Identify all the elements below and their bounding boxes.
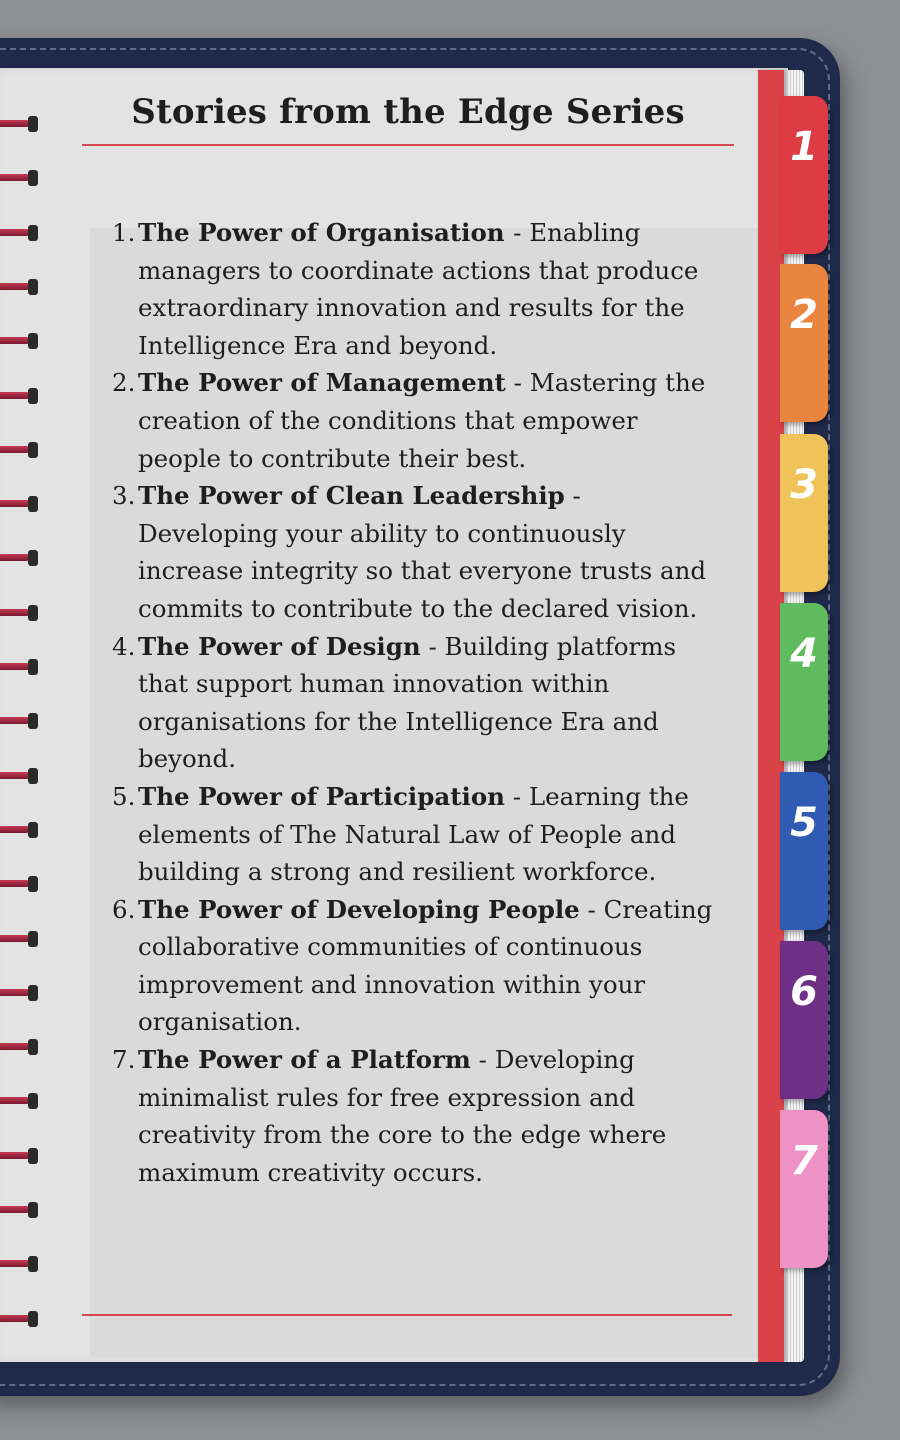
binding-ring (0, 1202, 40, 1218)
binding-ring (0, 550, 40, 566)
series-list (108, 214, 728, 1191)
list-item (108, 628, 728, 778)
item-number: 4. (112, 631, 136, 661)
binding-ring (0, 713, 40, 729)
ring-hole (28, 225, 38, 241)
list-item (108, 891, 728, 1041)
binding-ring (0, 1039, 40, 1055)
item-heading: The Power of Design (138, 631, 421, 661)
ring-hole (28, 1148, 38, 1164)
ring-hole (28, 1039, 38, 1055)
tab-label: 3 (790, 462, 818, 508)
index-tab-7[interactable] (780, 1110, 828, 1268)
ring-hole (28, 550, 38, 566)
list-item (108, 477, 728, 627)
binding-ring (0, 225, 40, 241)
binding-ring (0, 605, 40, 621)
ring-wire (0, 174, 30, 181)
ring-wire (0, 609, 30, 616)
binding-ring (0, 1311, 40, 1327)
ring-wire (0, 772, 30, 779)
list-item (108, 778, 728, 891)
binding-ring (0, 1148, 40, 1164)
list-item (108, 214, 728, 364)
ring-hole (28, 713, 38, 729)
binding-ring (0, 822, 40, 838)
binding-ring (0, 768, 40, 784)
tab-label: 4 (790, 631, 818, 677)
ring-wire (0, 337, 30, 344)
ring-hole (28, 1256, 38, 1272)
index-tab-5[interactable] (780, 772, 828, 930)
item-text: - Learning the elements of The Natural Law of People and building a strong and resilient workforce. (138, 781, 689, 887)
index-tab-4[interactable] (780, 603, 828, 761)
list-item (108, 364, 728, 477)
item-heading: The Power of Organisation (138, 218, 514, 247)
binding-ring (0, 1093, 40, 1109)
ring-wire (0, 1206, 30, 1213)
tab-label: 1 (790, 124, 818, 170)
item-heading: The Power of Developing People (138, 894, 580, 924)
ring-wire (0, 392, 30, 399)
ring-wire (0, 880, 30, 887)
item-heading: The Power of a Platform (138, 1045, 471, 1075)
tab-label: 6 (790, 969, 818, 1015)
item-number: 5. (112, 781, 136, 811)
item-number: 3. (112, 481, 136, 511)
tab-label: 2 (790, 292, 818, 338)
item-number: 6. (112, 894, 136, 924)
ring-hole (28, 876, 38, 892)
ring-hole (28, 388, 38, 404)
binding-ring (0, 931, 40, 947)
item-heading: The Power of Management (138, 368, 506, 398)
item-text: - Developing minimalist rules for free expression and creativity from the core to the edge where maximum creativity occurs. (138, 1045, 667, 1187)
tab-label: 7 (790, 1138, 818, 1184)
binding-ring (0, 496, 40, 512)
ring-wire (0, 120, 30, 127)
item-text: - Mastering the creation of the conditions that empower people to contribute their best. (138, 368, 706, 473)
ring-wire (0, 717, 30, 724)
item-number: 2. (112, 368, 136, 398)
ring-hole (28, 985, 38, 1001)
item-heading: The Power of Clean Leadership (138, 481, 565, 511)
binding-ring (0, 388, 40, 404)
binding-ring (0, 170, 40, 186)
ring-hole (28, 1311, 38, 1327)
ring-wire (0, 1260, 30, 1267)
ring-hole (28, 496, 38, 512)
item-heading: The Power of Participation (138, 781, 505, 811)
ring-wire (0, 554, 30, 561)
ring-wire (0, 1315, 30, 1322)
ring-hole (28, 822, 38, 838)
ring-wire (0, 663, 30, 670)
binding-ring (0, 279, 40, 295)
bottom-rule (82, 1314, 732, 1316)
ring-hole (28, 333, 38, 349)
binding-ring (0, 985, 40, 1001)
ring-wire (0, 826, 30, 833)
item-text: - Building platforms that support human innovation within organisations for the Intelligence Era and beyond. (138, 631, 677, 774)
item-number: 7. (112, 1045, 136, 1075)
ring-hole (28, 931, 38, 947)
item-text: - Enabling managers to coordinate actions that produce extraordinary innovation and results for the Intelligence Era and beyond. (138, 218, 699, 360)
item-text: - Developing your ability to continuously increase integrity so that everyone trusts and commits to contribute to the declared vision. (138, 481, 707, 623)
ring-wire (0, 1043, 30, 1050)
page-title: Stories from the Edge Series (131, 92, 685, 132)
ring-hole (28, 659, 38, 675)
tab-label: 5 (790, 800, 818, 846)
binding-ring (0, 1256, 40, 1272)
ring-hole (28, 116, 38, 132)
item-text: - Creating collaborative communities of continuous improvement and innovation within your organisation. (138, 894, 713, 1037)
ring-wire (0, 283, 30, 290)
ring-wire (0, 500, 30, 507)
ring-wire (0, 1097, 30, 1104)
index-tab-1[interactable] (780, 96, 828, 254)
binding-ring (0, 116, 40, 132)
binding-ring (0, 876, 40, 892)
ring-wire (0, 229, 30, 236)
binding-ring (0, 659, 40, 675)
index-tab-2[interactable] (780, 264, 828, 422)
list-item (108, 1041, 728, 1191)
title-underline (82, 144, 734, 146)
ring-hole (28, 170, 38, 186)
index-tab-6[interactable] (780, 941, 828, 1099)
ring-wire (0, 1152, 30, 1159)
ring-hole (28, 279, 38, 295)
ring-hole (28, 768, 38, 784)
binding-ring (0, 442, 40, 458)
ring-wire (0, 935, 30, 942)
ring-wire (0, 446, 30, 453)
ring-hole (28, 605, 38, 621)
ring-hole (28, 442, 38, 458)
binding-ring (0, 333, 40, 349)
ring-hole (28, 1202, 38, 1218)
ring-hole (28, 1093, 38, 1109)
item-number: 1. (112, 218, 136, 247)
index-tab-3[interactable] (780, 434, 828, 592)
ring-wire (0, 989, 30, 996)
